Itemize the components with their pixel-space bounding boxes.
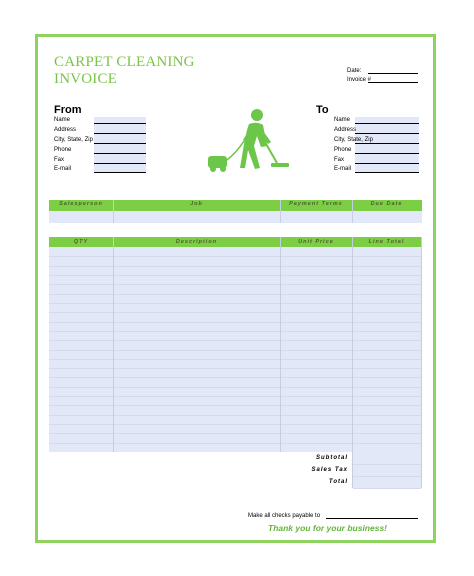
from-field-label: Address [54, 127, 77, 133]
items_table-header-cell: Unit Price [298, 239, 334, 245]
items-table-row-line [49, 405, 422, 406]
items-col-divider [280, 237, 281, 452]
from-field-label: Name [54, 117, 71, 123]
items_table-header-cell: Line Total [368, 239, 405, 245]
items-table-row-line [49, 415, 422, 416]
to-field-label: E-mail [334, 166, 352, 172]
to-field-input[interactable] [355, 163, 419, 164]
job_table-header-cell: Payment Terms [289, 201, 343, 207]
invoice-number-field[interactable] [368, 82, 418, 83]
to-field-label: Address [334, 127, 357, 133]
items-table-row-line [49, 322, 422, 323]
items-table-row-line [49, 396, 422, 397]
items-col-divider [352, 237, 353, 488]
total-label: Total [328, 479, 348, 485]
from-field-label: E-mail [54, 166, 72, 172]
items-table-row-line [49, 340, 422, 341]
from-field-label: City, State, Zip [54, 137, 93, 143]
job-col-divider [280, 200, 281, 223]
from-field-label: Phone [54, 147, 72, 153]
from-field-input[interactable] [94, 133, 146, 134]
invoice-title-line1: CARPET CLEANING [54, 54, 195, 70]
to-field-input[interactable] [355, 153, 419, 154]
job-col-divider [113, 200, 114, 223]
items-table-row-line [49, 256, 422, 257]
from-field-input[interactable] [94, 172, 146, 173]
carpet-cleaner-figure-icon [205, 106, 297, 174]
job-table-row[interactable] [49, 211, 422, 223]
items-table-row-line [49, 331, 422, 332]
to-field-input[interactable] [355, 133, 419, 134]
invoice-title-line2: INVOICE [54, 71, 118, 87]
sales-tax-label: Sales Tax [311, 467, 348, 473]
items-table-row-line [49, 312, 422, 313]
items-table-row-line [49, 359, 422, 360]
job_table-header-cell: Due Date [370, 201, 403, 207]
to-fields-shading [355, 117, 419, 173]
job_table-header-cell: Job [190, 201, 203, 207]
items-table-row-line [49, 284, 422, 285]
items-table-row-line [49, 266, 422, 267]
to-field-label: Name [334, 117, 351, 123]
items_table-header-cell: QTY [73, 239, 89, 245]
items-table-row-line [49, 377, 422, 378]
date-label: Date: [347, 68, 362, 74]
job-col-divider [352, 200, 353, 223]
to-field-input[interactable] [355, 123, 419, 124]
items-table-row-line [49, 387, 422, 388]
to-field-input[interactable] [355, 172, 419, 173]
items-table-row-line [49, 350, 422, 351]
from-field-input[interactable] [94, 163, 146, 164]
checks-payable-field[interactable] [326, 518, 418, 519]
thank-you-message: Thank you for your business! [268, 523, 388, 533]
items-col-divider [421, 237, 422, 488]
items-table-row-line [49, 303, 422, 304]
totals-shading [353, 452, 421, 488]
items-table-row-line [49, 294, 422, 295]
to-field-label: Fax [334, 157, 345, 163]
job_table-header-cell: Salesperson [59, 201, 103, 207]
subtotal-label: Subtotal [316, 455, 348, 461]
items-table-row-line [49, 424, 422, 425]
from-field-input[interactable] [94, 123, 146, 124]
from-fields-shading [94, 117, 146, 173]
to-field-label: Phone [334, 147, 352, 153]
to-field-input[interactable] [355, 143, 419, 144]
totals-divider [353, 488, 421, 489]
from-field-label: Fax [54, 157, 65, 163]
totals-divider [353, 464, 421, 465]
items-table-row-line [49, 368, 422, 369]
checks-payable-label: Make all checks payable to [248, 513, 321, 519]
from-heading: From [54, 104, 82, 116]
items-table-row-line [49, 275, 422, 276]
from-field-input[interactable] [94, 143, 146, 144]
items-table-row-line [49, 443, 422, 444]
invoice-number-label: Invoice # [347, 77, 372, 83]
date-field[interactable] [368, 73, 418, 74]
from-field-input[interactable] [94, 153, 146, 154]
items-table-row-line [49, 433, 422, 434]
to-heading: To [316, 104, 329, 116]
to-field-label: City, State, Zip [334, 137, 373, 143]
items-col-divider [113, 237, 114, 452]
items_table-header-cell: Description [175, 239, 218, 245]
totals-divider [353, 476, 421, 477]
